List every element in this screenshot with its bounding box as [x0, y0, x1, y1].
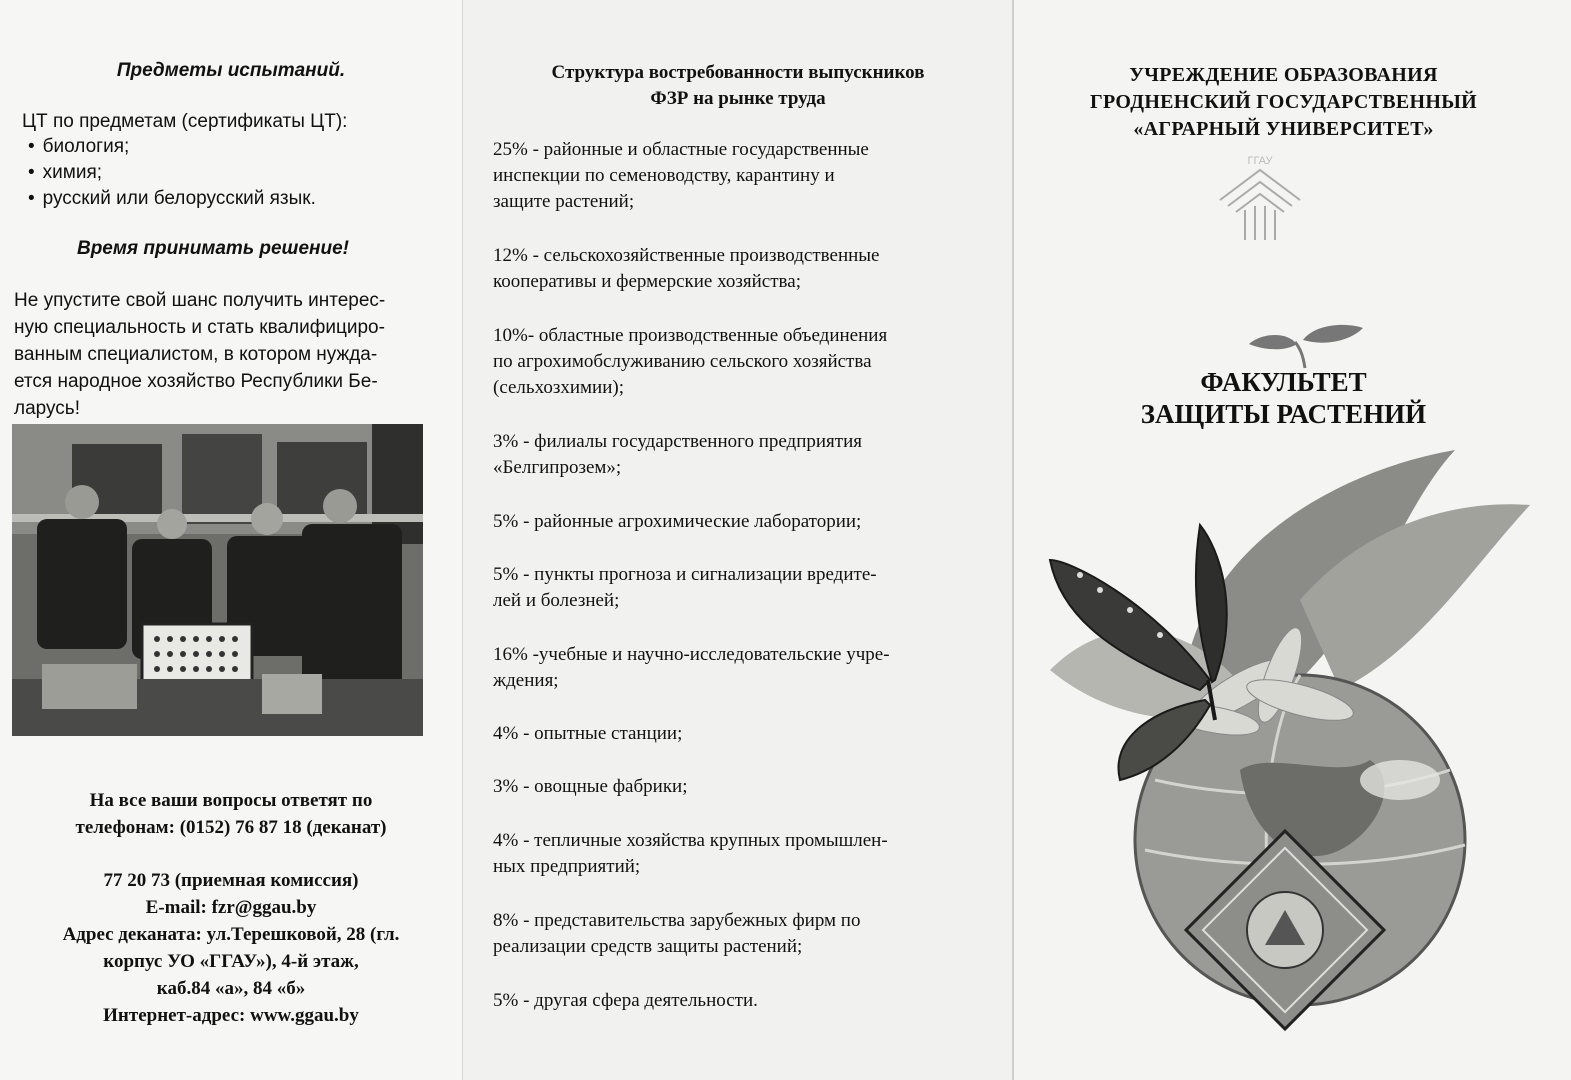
subjects-intro: ЦТ по предметам (сертификаты ЦТ):	[22, 111, 348, 132]
email-line[interactable]: E-mail: fzr@ggau.by	[145, 897, 317, 918]
stat-line: по агрохимобслуживанию сельского хозяйства	[493, 351, 872, 372]
subjects-heading: Предметы испытаний.	[116, 60, 346, 81]
address-line: корпус УО «ГГАУ»), 4-й этаж,	[103, 951, 359, 972]
middle-panel	[462, 0, 1013, 1080]
structure-title-line: Структура востребованности выпускников	[551, 62, 925, 83]
stat-line: ных предприятий;	[493, 856, 641, 877]
stat-item	[493, 721, 993, 747]
contacts-block	[0, 787, 462, 1029]
subject-item: • биология;	[28, 134, 316, 160]
stat-line: 4% - опытные станции;	[493, 723, 683, 744]
website-line[interactable]: Интернет-адрес: www.ggau.by	[103, 1005, 359, 1026]
stat-line: 8% - представительства зарубежных фирм по	[493, 910, 861, 931]
exhibition-stand-photo	[12, 424, 423, 736]
stat-line: кооперативы и фермерские хозяйства;	[493, 271, 801, 292]
contacts-line: телефонам: (0152) 76 87 18 (деканат)	[75, 817, 387, 838]
decision-line: ную специальность и стать квалифициро-	[14, 317, 385, 338]
stat-line: 5% - другая сфера деятельности.	[493, 990, 758, 1011]
faculty-line: ФАКУЛЬТЕТ	[1200, 367, 1367, 397]
stat-item	[493, 243, 993, 295]
structure-title	[463, 60, 1013, 112]
stat-line: инспекции по семеноводству, карантину и	[493, 165, 835, 186]
subjects-list	[28, 134, 316, 212]
university-line: ГРОДНЕНСКИЙ ГОСУДАРСТВЕННЫЙ	[1089, 91, 1478, 113]
stat-line: 12% - сельскохозяйственные производственные	[493, 245, 880, 266]
stat-line: «Белгипрозем»;	[493, 457, 622, 478]
stat-item	[493, 642, 993, 694]
stat-line: ждения;	[493, 670, 559, 691]
stat-line: 3% - овощные фабрики;	[493, 776, 688, 797]
address-line: Адрес деканата: ул.Терешковой, 28 (гл.	[62, 924, 400, 945]
stat-line: 4% - тепличные хозяйства крупных промышлен-	[493, 830, 888, 851]
university-name	[1014, 62, 1553, 143]
stat-item	[493, 509, 993, 535]
decision-heading: Время принимать решение!	[76, 238, 349, 259]
contacts-line: 77 20 73 (приемная комиссия)	[103, 870, 359, 891]
stat-line: 25% - районные и областные государственные	[493, 139, 869, 160]
stat-line: 3% - филиалы государственного предприятия	[493, 431, 862, 452]
stat-line: 16% -учебные и научно-исследовательские учре-	[493, 644, 890, 665]
stat-item	[493, 828, 993, 880]
university-logo-icon	[1210, 150, 1310, 245]
subject-item: • химия;	[28, 160, 316, 186]
decision-line: Не упустите свой шанс получить интерес-	[14, 290, 386, 311]
stat-line: 5% - пункты прогноза и сигнализации вредите-	[493, 564, 877, 585]
decision-line: ванным специалистом, в котором нужда-	[14, 344, 378, 365]
left-panel	[0, 0, 462, 1080]
contacts-line: На все ваши вопросы ответят по	[89, 790, 373, 811]
address-line: каб.84 «а», 84 «б»	[156, 978, 306, 999]
stat-item	[493, 908, 993, 960]
structure-title-line: ФЗР на рынке труда	[650, 88, 826, 109]
globe-butterfly-illustration	[1040, 450, 1535, 1060]
stat-item	[493, 323, 993, 401]
stat-line: реализации средств защиты растений;	[493, 936, 803, 957]
university-line: «АГРАРНЫЙ УНИВЕРСИТЕТ»	[1133, 118, 1434, 140]
stat-item	[493, 562, 993, 614]
stat-line: (сельхозхимии);	[493, 377, 624, 398]
faculty-line: ЗАЩИТЫ РАСТЕНИЙ	[1140, 399, 1427, 429]
decision-line: ларусь!	[14, 398, 80, 419]
logo-text: ГГАУ	[1247, 155, 1273, 167]
stat-line: защите растений;	[493, 191, 635, 212]
stat-line: 10%- областные производственные объединения	[493, 325, 888, 346]
subject-item: • русский или белорусский язык.	[28, 186, 316, 212]
stat-item	[493, 429, 993, 481]
university-line: УЧРЕЖДЕНИЕ ОБРАЗОВАНИЯ	[1129, 64, 1438, 86]
sprout-icon	[1245, 320, 1365, 370]
stat-line: 5% - районные агрохимические лаборатории;	[493, 511, 862, 532]
stat-line: лей и болезней;	[493, 590, 620, 611]
decision-line: ется народное хозяйство Республики Бе-	[14, 371, 378, 392]
stat-item	[493, 774, 993, 800]
stat-item	[493, 137, 993, 215]
stat-item	[493, 988, 993, 1014]
faculty-title	[1014, 366, 1553, 430]
decision-paragraph	[14, 287, 434, 422]
